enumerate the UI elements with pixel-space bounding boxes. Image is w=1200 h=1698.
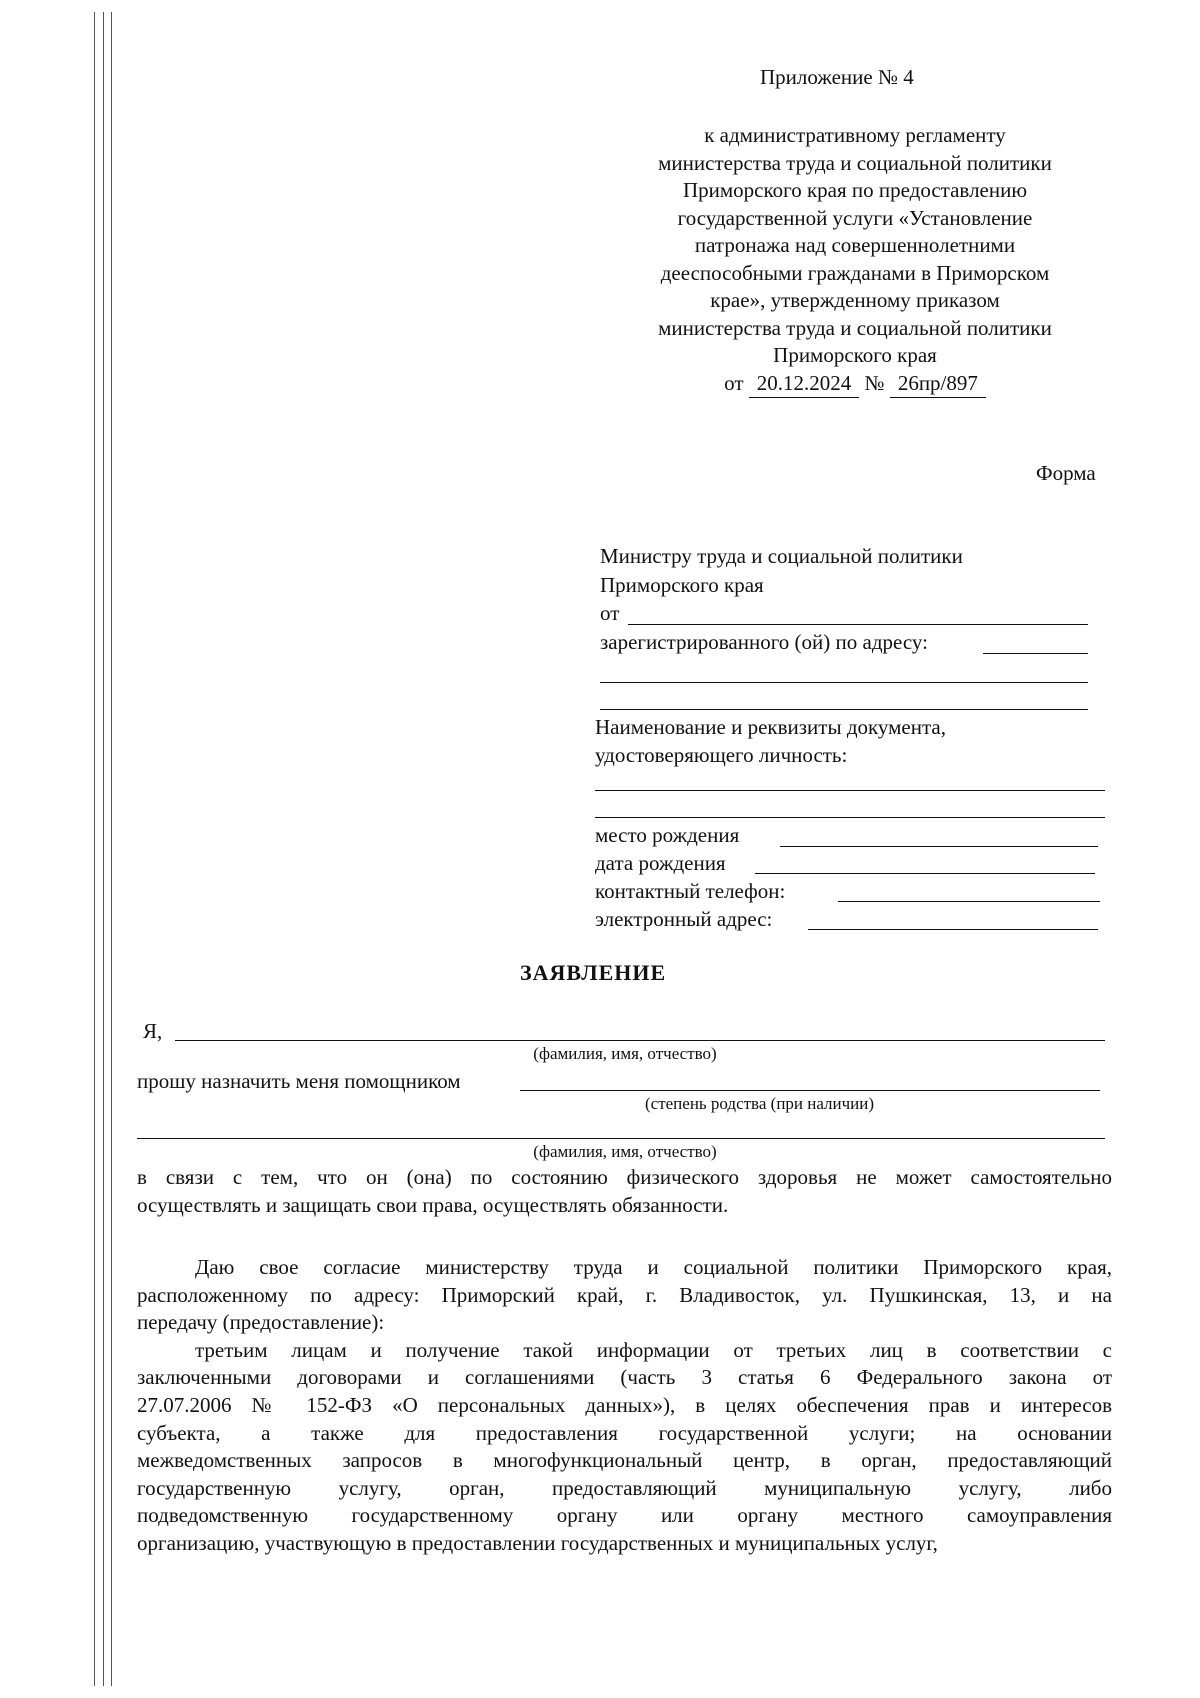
addressee-line: Приморского края (600, 573, 764, 597)
order-number: 26пр/897 (890, 370, 986, 399)
order-reference (620, 370, 1090, 399)
statement-title: ЗАЯВЛЕНИЕ (520, 960, 667, 985)
appendix-line: Приморского края (773, 343, 937, 367)
email-label: электронный адрес: (595, 907, 773, 931)
appendix-block (620, 122, 1090, 398)
address-field-line[interactable] (600, 682, 1088, 683)
kinship-field[interactable] (520, 1090, 1100, 1091)
birthplace-field[interactable] (780, 846, 1098, 847)
birthdate-label: дата рождения (595, 851, 726, 875)
consent-line: подведомственную государственному органу или органу местного самоуправления (137, 1503, 1112, 1528)
appendix-line: к административному регламенту (704, 123, 1006, 147)
ward-name-field[interactable] (137, 1138, 1105, 1139)
number-prefix: № (864, 370, 885, 395)
birthdate-field[interactable] (755, 873, 1095, 874)
appendix-line: министерства труда и социальной политики (658, 150, 1052, 175)
form-label: Форма (1036, 461, 1096, 485)
appendix-title: Приложение № 4 (760, 65, 914, 89)
kinship-hint: (степень родства (при наличии) (645, 1094, 875, 1113)
order-date: 20.12.2024 (749, 370, 860, 399)
consent-line: Даю свое согласие министерству труда и социальной политики Приморского края, (195, 1255, 1112, 1279)
request-label: прошу назначить меня помощником (137, 1069, 461, 1093)
from-label: от (600, 601, 620, 625)
consent-line: расположенному по адресу: Приморский край, г. Владивосток, ул. Пушкинская, 13, и на (137, 1282, 1112, 1307)
id-document-field[interactable] (595, 790, 1105, 791)
consent-line: государственную услугу, орган, предоставляющий муниципальную услугу, либо (137, 1475, 1112, 1500)
id-document-label: Наименование и реквизиты документа, (595, 715, 946, 739)
phone-label: контактный телефон: (595, 879, 786, 903)
margin-line (94, 12, 95, 1686)
consent-line: передачу (предоставление): (137, 1310, 385, 1335)
consent-text (137, 1254, 1112, 1558)
id-document-label: удостоверяющего личность: (595, 743, 848, 767)
appendix-line: государственной услуги «Установление (677, 205, 1033, 230)
appendix-line: Приморского края по предоставлению (682, 178, 1028, 202)
phone-field[interactable] (838, 901, 1100, 902)
reason-text (137, 1163, 1112, 1219)
address-field-line[interactable] (600, 709, 1088, 710)
email-field[interactable] (808, 929, 1098, 930)
addressee-line: Министру труда и социальной политики (600, 544, 963, 568)
i-label: Я, (143, 1019, 163, 1043)
fio-hint: (фамилия, имя, отчество) (533, 1044, 717, 1063)
date-prefix: от (724, 370, 744, 395)
address-label: зарегистрированного (ой) по адресу: (600, 630, 928, 654)
reason-line: в связи с тем, что он (она) по состоянию физического здоровья не может самостоятельно (137, 1165, 1112, 1189)
consent-line: третьим лицам и получение такой информации от третьих лиц в соответствии с (195, 1337, 1112, 1362)
appendix-line: министерства труда и социальной политики (658, 315, 1052, 340)
appendix-line: дееспособными гражданами в Приморском (660, 260, 1050, 285)
fio-hint-2: (фамилия, имя, отчество) (533, 1142, 717, 1161)
from-field[interactable] (628, 624, 1088, 625)
reason-line: осуществлять и защищать свои права, осуществлять обязанности. (137, 1193, 729, 1217)
consent-line: организацию, участвующую в предоставлении государственных и муниципальных услуг, (137, 1530, 938, 1555)
margin-line (103, 12, 104, 1686)
appendix-line: патронажа над совершеннолетними (694, 233, 1016, 257)
id-document-field[interactable] (595, 817, 1105, 818)
birthplace-label: место рождения (595, 823, 740, 847)
consent-line: заключенными договорами и соглашениями (часть 3 статья 6 Федерального закона от (137, 1365, 1112, 1390)
consent-line: субъекта, а также для предоставления государственной услуги; на основании (137, 1420, 1112, 1445)
address-field[interactable] (983, 653, 1088, 654)
appendix-line: крае», утвержденному приказом (710, 288, 1000, 312)
margin-line (111, 12, 112, 1686)
consent-line: 27.07.2006 № 152-ФЗ «О персональных данных»), в целях обеспечения прав и интересов (137, 1392, 1112, 1417)
applicant-name-field[interactable] (175, 1040, 1105, 1041)
consent-line: межведомственных запросов в многофункциональный центр, в орган, предоставляющий (137, 1448, 1112, 1473)
